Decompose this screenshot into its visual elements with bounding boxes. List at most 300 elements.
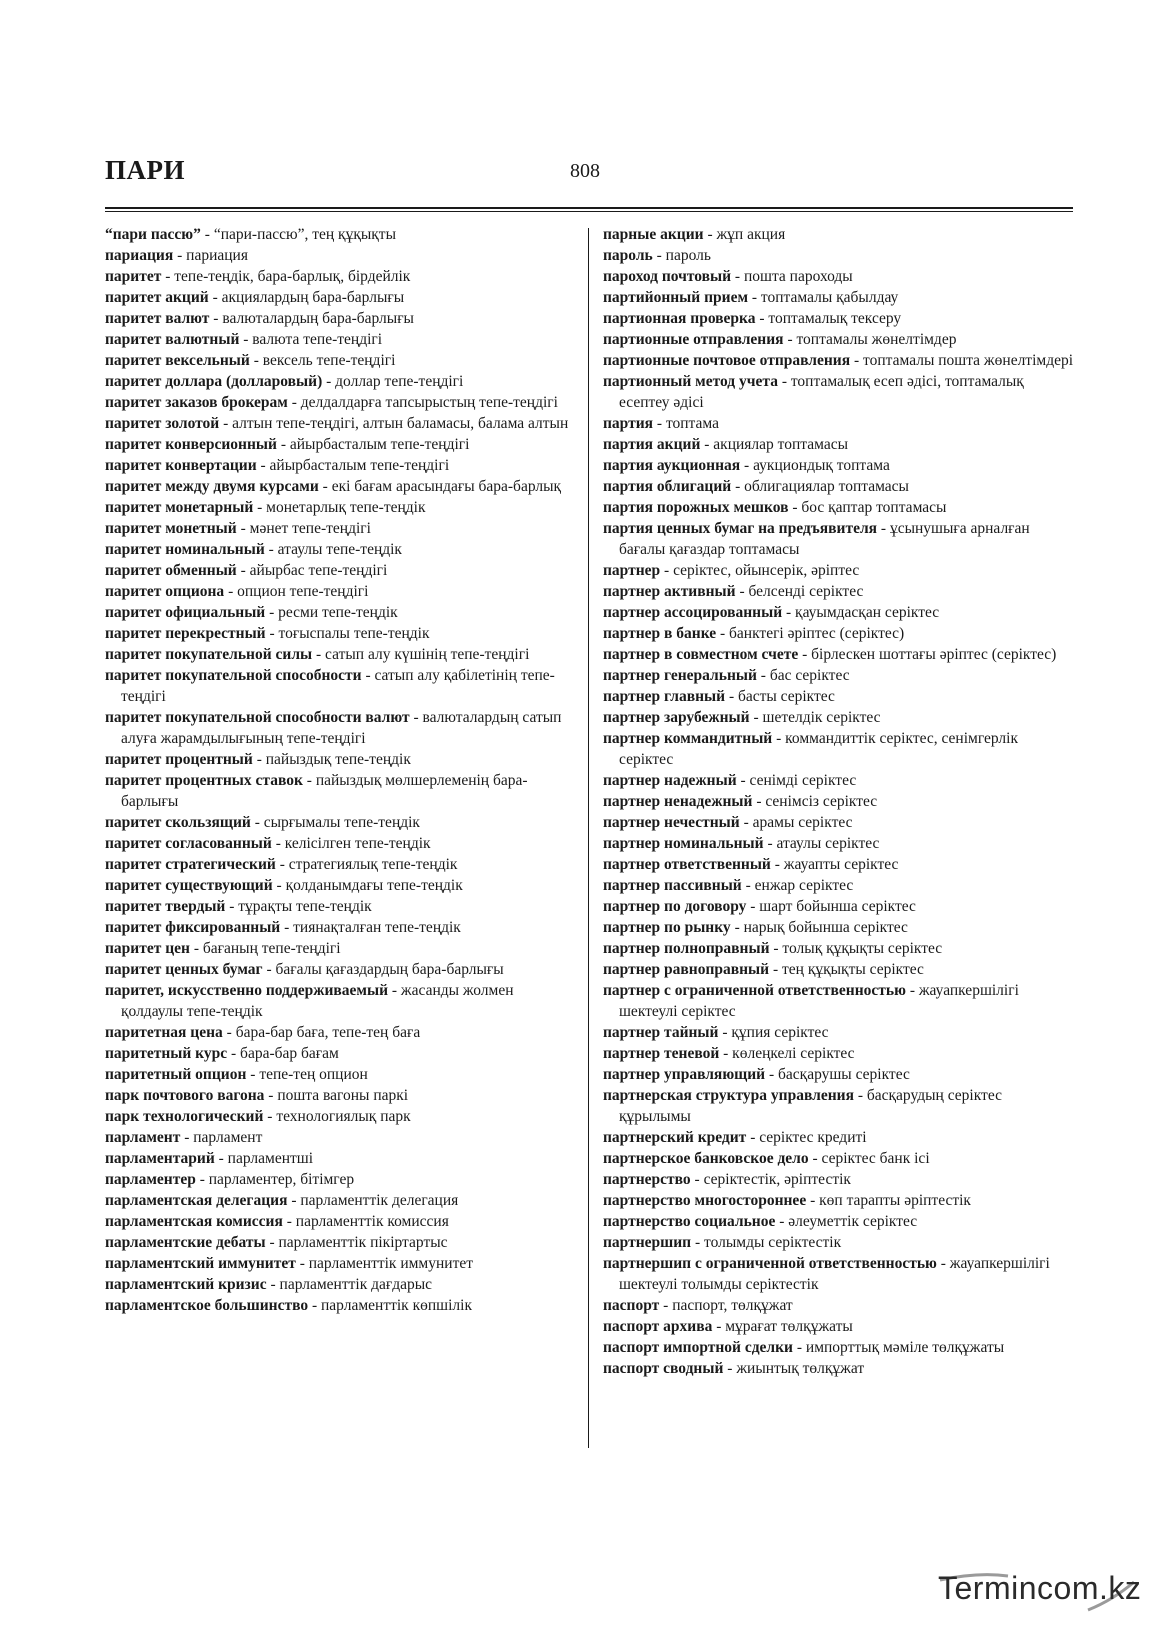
- dictionary-entry: [603, 644, 1073, 665]
- entry-definition: - басқарудың серіктес құрылымы: [619, 1087, 1002, 1125]
- dictionary-entry: [105, 413, 575, 434]
- entry-term: парламентское большинство: [105, 1297, 309, 1314]
- entry-term: парламентская комиссия: [105, 1213, 283, 1230]
- dictionary-entry: [105, 1127, 575, 1148]
- dictionary-entry: [603, 350, 1073, 371]
- dictionary-entry: [105, 371, 575, 392]
- entry-term: партнер полноправный: [603, 940, 770, 957]
- entry-definition: - парламентер, бітімгер: [195, 1171, 355, 1188]
- entry-definition: - тұрақты тепе-теңдік: [225, 898, 372, 915]
- dictionary-entry: [105, 980, 575, 1022]
- entry-term: партнершип с ограниченной ответственностью: [603, 1255, 937, 1272]
- dictionary-entry: [105, 896, 575, 917]
- dictionary-entry: [603, 1043, 1073, 1064]
- entry-term: паритет официальный: [105, 604, 266, 621]
- entry-term: партнер в банке: [603, 625, 717, 642]
- dictionary-entry: [603, 560, 1073, 581]
- entry-term: парные акции: [603, 226, 704, 243]
- entry-term: паритет конверсионный: [105, 436, 277, 453]
- dictionary-entry: [105, 1043, 575, 1064]
- dictionary-entry: [603, 1316, 1073, 1337]
- entry-definition: - пайыздық тепе-теңдік: [252, 751, 411, 768]
- dictionary-entry: [603, 1169, 1073, 1190]
- dictionary-entry: [603, 959, 1073, 980]
- dictionary-entry: [105, 833, 575, 854]
- entry-term: партнер по рынку: [603, 919, 731, 936]
- entry-term: паритет процентных ставок: [105, 772, 303, 789]
- dictionary-entry: [603, 833, 1073, 854]
- entry-term: партнер с ограниченной ответственностью: [603, 982, 906, 999]
- entry-definition: - пошта пароходы: [731, 268, 853, 285]
- dictionary-entry: [603, 1232, 1073, 1253]
- dictionary-entry: [603, 665, 1073, 686]
- dictionary-entry: [105, 518, 575, 539]
- dictionary-entry: [105, 1295, 575, 1316]
- dictionary-entry: [105, 581, 575, 602]
- running-head-word: ПАРИ: [105, 155, 185, 185]
- entry-term: париация: [105, 247, 174, 264]
- dictionary-entry: [105, 1022, 575, 1043]
- dictionary-entry: [603, 1337, 1073, 1358]
- dictionary-entry: [105, 875, 575, 896]
- entry-definition: - топтама: [653, 415, 719, 432]
- entry-definition: - нарық бойынша серіктес: [730, 919, 908, 936]
- entry-definition: - жауапкершілігі шектеулі серіктес: [619, 982, 1019, 1020]
- entry-definition: - әлеуметтік серіктес: [775, 1213, 918, 1230]
- entry-definition: - тепе-тең опцион: [246, 1066, 368, 1083]
- entry-definition: - мәнет тепе-теңдігі: [236, 520, 371, 537]
- dictionary-entry: [105, 308, 575, 329]
- dictionary-entry: [105, 224, 575, 245]
- entry-definition: - бара-бар баға, тепе-тең баға: [222, 1024, 421, 1041]
- entry-term: паритетная цена: [105, 1024, 223, 1041]
- dictionary-entry: [105, 1085, 575, 1106]
- entry-definition: - топтамалы қабылдау: [748, 289, 899, 306]
- entry-term: партионные отправления: [603, 331, 784, 348]
- entry-term: парламентер: [105, 1171, 196, 1188]
- dictionary-entry: [105, 434, 575, 455]
- dictionary-entry: [603, 917, 1073, 938]
- entry-definition: - атаулы серіктес: [763, 835, 880, 852]
- entry-definition: - тең құқықты серіктес: [769, 961, 924, 978]
- entry-definition: - мұрағат төлқұжаты: [712, 1318, 853, 1335]
- entry-term: паритет номинальный: [105, 541, 265, 558]
- entry-definition: - “пари-пассю”, тең құқықты: [200, 226, 396, 243]
- entry-term: партнерство: [603, 1171, 691, 1188]
- entry-definition: - айырбасталым тепе-теңдігі: [256, 457, 450, 474]
- dictionary-entry: [105, 266, 575, 287]
- page-number: 808: [570, 160, 600, 182]
- dictionary-entry: [603, 791, 1073, 812]
- entry-definition: - серіктестік, әріптестік: [690, 1171, 851, 1188]
- left-column: [105, 224, 575, 1316]
- entry-term: паритет скользящий: [105, 814, 251, 831]
- dictionary-entry: [603, 1064, 1073, 1085]
- dictionary-entry: [105, 665, 575, 707]
- dictionary-entry: [105, 602, 575, 623]
- dictionary-entry: [603, 686, 1073, 707]
- entry-term: паритет вексельный: [105, 352, 250, 369]
- dictionary-entry: [603, 329, 1073, 350]
- entry-definition: - пошта вагоны паркі: [264, 1087, 409, 1104]
- entry-term: паритет согласованный: [105, 835, 272, 852]
- entry-definition: - қолданымдағы тепе-теңдік: [272, 877, 463, 894]
- entry-term: партнер номинальный: [603, 835, 764, 852]
- dictionary-entry: [603, 1085, 1073, 1127]
- entry-definition: - пароль: [652, 247, 711, 264]
- dictionary-entry: [603, 602, 1073, 623]
- dictionary-entry: [105, 1253, 575, 1274]
- dictionary-entry: [105, 1232, 575, 1253]
- entry-term: партнерский кредит: [603, 1129, 747, 1146]
- entry-definition: - жасанды жолмен қолдаулы тепе-теңдік: [121, 982, 514, 1020]
- entry-term: паритет фиксированный: [105, 919, 281, 936]
- dictionary-entry: [603, 875, 1073, 896]
- entry-term: партнер активный: [603, 583, 736, 600]
- entry-term: паритет между двумя курсами: [105, 478, 319, 495]
- entry-term: парламентарий: [105, 1150, 215, 1167]
- entry-definition: - парламент: [180, 1129, 263, 1146]
- entry-term: паритет существующий: [105, 877, 273, 894]
- entry-term: паритет акций: [105, 289, 209, 306]
- entry-term: партнер ненадежный: [603, 793, 753, 810]
- entry-definition: - басқарушы серіктес: [765, 1066, 910, 1083]
- dictionary-entry: [603, 770, 1073, 791]
- entry-term: паритет стратегический: [105, 856, 276, 873]
- entry-term: паритет цен: [105, 940, 190, 957]
- entry-term: паспорт: [603, 1297, 660, 1314]
- dictionary-entry: [105, 1211, 575, 1232]
- entry-definition: - белсенді серіктес: [735, 583, 864, 600]
- dictionary-entry: [603, 728, 1073, 770]
- entry-term: паритет валют: [105, 310, 210, 327]
- entry-term: партнер равноправный: [603, 961, 770, 978]
- entry-definition: - аукциондық топтама: [740, 457, 890, 474]
- dictionary-entry: [105, 539, 575, 560]
- dictionary-entry: [105, 770, 575, 812]
- entry-term: паритет заказов брокерам: [105, 394, 288, 411]
- entry-term: парк технологический: [105, 1108, 264, 1125]
- entry-definition: - парламенттік пікіртартыс: [265, 1234, 448, 1251]
- entry-definition: - серіктес банк ісі: [808, 1150, 930, 1167]
- entry-definition: - доллар тепе-теңдігі: [322, 373, 464, 390]
- dictionary-entry: [105, 287, 575, 308]
- entry-definition: - сенімді серіктес: [736, 772, 857, 789]
- entry-definition: - валюта тепе-теңдігі: [239, 331, 383, 348]
- dictionary-entry: [603, 1211, 1073, 1232]
- dictionary-entry: [603, 581, 1073, 602]
- dictionary-entry: [105, 560, 575, 581]
- entry-definition: - бас серіктес: [756, 667, 850, 684]
- entry-term: партия облигаций: [603, 478, 732, 495]
- dictionary-entry: [603, 896, 1073, 917]
- dictionary-entry: [105, 1106, 575, 1127]
- entry-definition: - қауымдасқан серіктес: [782, 604, 940, 621]
- entry-term: паритет покупательной способности: [105, 667, 362, 684]
- termincom-logo: [938, 1570, 1143, 1620]
- entry-definition: - тепе-теңдік, бара-барлық, бірдейлік: [161, 268, 411, 285]
- entry-definition: - толық құқықты серіктес: [769, 940, 943, 957]
- dictionary-entry: [105, 959, 575, 980]
- entry-definition: - сатып алу қабілетінің тепе-теңдігі: [121, 667, 555, 705]
- entry-definition: - импорттық мәміле төлқұжаты: [793, 1339, 1005, 1356]
- entry-term: партнер управляющий: [603, 1066, 766, 1083]
- dictionary-entry: [603, 1358, 1073, 1379]
- entry-term: паритетный курс: [105, 1045, 228, 1062]
- entry-definition: - сырғымалы тепе-теңдік: [250, 814, 420, 831]
- dictionary-entry: [603, 245, 1073, 266]
- entry-term: паритет монетный: [105, 520, 237, 537]
- entry-term: партнер по договору: [603, 898, 747, 915]
- dictionary-entry: [603, 707, 1073, 728]
- dictionary-entry: [105, 455, 575, 476]
- dictionary-entry: [105, 749, 575, 770]
- entry-definition: - бара-бар бағам: [227, 1045, 339, 1062]
- dictionary-entry: [105, 644, 575, 665]
- dictionary-entry: [603, 1190, 1073, 1211]
- entry-term: партнерская структура управления: [603, 1087, 854, 1104]
- entry-definition: - паспорт, төлқұжат: [659, 1297, 793, 1314]
- header-rule-thin: [105, 211, 1073, 212]
- entry-definition: - көлеңкелі серіктес: [719, 1045, 855, 1062]
- entry-definition: - ұсынушыға арналған бағалы қағаздар топтамасы: [619, 520, 1030, 558]
- entry-term: партнер коммандитный: [603, 730, 773, 747]
- entry-definition: - топтамалық тексеру: [755, 310, 902, 327]
- entry-definition: - топтамалы пошта жөнелтімдері: [850, 352, 1074, 369]
- dictionary-entry: [105, 707, 575, 749]
- entry-definition: - басты серіктес: [725, 688, 835, 705]
- entry-definition: - құпия серіктес: [718, 1024, 829, 1041]
- header-rule-thick: [105, 207, 1073, 209]
- entry-definition: - серіктес кредиті: [746, 1129, 867, 1146]
- entry-term: парламентский иммунитет: [105, 1255, 296, 1272]
- dictionary-entry: [603, 476, 1073, 497]
- entry-term: партия акций: [603, 436, 701, 453]
- dictionary-entry: [105, 938, 575, 959]
- entry-term: паритет покупательной силы: [105, 646, 313, 663]
- entry-definition: - облигациялар топтамасы: [731, 478, 909, 495]
- entry-term: паритет процентный: [105, 751, 253, 768]
- entry-term: партия ценных бумаг на предъявителя: [603, 520, 878, 537]
- dictionary-entry: [105, 812, 575, 833]
- dictionary-entry: [603, 1022, 1073, 1043]
- entry-definition: - парламенттік комиссия: [282, 1213, 449, 1230]
- dictionary-entry: [603, 413, 1073, 434]
- dictionary-entry: [105, 854, 575, 875]
- entry-definition: - коммандиттік серіктес, сенімгерлік серіктес: [619, 730, 1018, 768]
- entry-definition: - енжар серіктес: [741, 877, 854, 894]
- entry-term: партнерство социальное: [603, 1213, 776, 1230]
- dictionary-entry: [105, 917, 575, 938]
- entry-definition: - толымды серіктестік: [691, 1234, 842, 1251]
- entry-term: партия аукционная: [603, 457, 741, 474]
- entry-definition: - сатып алу күшінің тепе-теңдігі: [312, 646, 530, 663]
- right-column: [603, 224, 1073, 1379]
- entry-term: паритет монетарный: [105, 499, 254, 516]
- entry-term: паритет доллара (долларовый): [105, 373, 323, 390]
- dictionary-entry: [105, 329, 575, 350]
- entry-term: партнерство многостороннее: [603, 1192, 807, 1209]
- dictionary-entry: [105, 623, 575, 644]
- entry-term: парламентский кризис: [105, 1276, 267, 1293]
- entry-definition: - пайыздық мөлшерлеменің бара-барлығы: [121, 772, 528, 810]
- entry-definition: - валюталардың сатып алуға жарамдылығының тепе-теңдігі: [121, 709, 562, 747]
- dictionary-entry: [105, 245, 575, 266]
- entry-term: пароход почтовый: [603, 268, 732, 285]
- entry-term: “пари пассю”: [105, 226, 201, 243]
- entry-term: паспорт сводный: [603, 1360, 724, 1377]
- entry-definition: - тиянақталған тепе-теңдік: [280, 919, 461, 936]
- entry-definition: - опцион тепе-теңдігі: [224, 583, 369, 600]
- entry-term: партнер ассоцированный: [603, 604, 783, 621]
- entry-term: партнер главный: [603, 688, 726, 705]
- dictionary-entry: [603, 287, 1073, 308]
- entry-definition: - көп тарапты әріптестік: [806, 1192, 971, 1209]
- entry-term: парламентские дебаты: [105, 1234, 266, 1251]
- entry-definition: - топтамалық есеп әдісі, топтамалық есептеу әдісі: [619, 373, 1024, 411]
- entry-term: паритет золотой: [105, 415, 220, 432]
- entry-definition: - делдалдарға тапсырыстың тепе-теңдігі: [287, 394, 558, 411]
- entry-definition: - парламенттік делегация: [287, 1192, 459, 1209]
- entry-term: партионный метод учета: [603, 373, 778, 390]
- entry-definition: - жиынтық төлқұжат: [723, 1360, 865, 1377]
- dictionary-entry: [603, 518, 1073, 560]
- entry-definition: - шетелдік серіктес: [749, 709, 881, 726]
- entry-term: парламент: [105, 1129, 181, 1146]
- entry-term: партнер нечестный: [603, 814, 740, 831]
- entry-definition: - бағалы қағаздардың бара-барлығы: [262, 961, 504, 978]
- dictionary-entry: [603, 308, 1073, 329]
- dictionary-entry: [603, 434, 1073, 455]
- entry-term: паритет опциона: [105, 583, 225, 600]
- dictionary-entry: [105, 497, 575, 518]
- entry-definition: - бағаның тепе-теңдігі: [189, 940, 341, 957]
- entry-term: партия: [603, 415, 654, 432]
- entry-term: партия порожных мешков: [603, 499, 789, 516]
- entry-term: партнерское банковское дело: [603, 1150, 809, 1167]
- entry-term: партионная проверка: [603, 310, 756, 327]
- dictionary-entry: [105, 1274, 575, 1295]
- entry-term: партнершип: [603, 1234, 692, 1251]
- entry-definition: - тоғыспалы тепе-теңдік: [265, 625, 430, 642]
- dictionary-entry: [603, 980, 1073, 1022]
- entry-term: паритет валютный: [105, 331, 240, 348]
- entry-term: паритет твердый: [105, 898, 226, 915]
- entry-definition: - жауапты серіктес: [770, 856, 899, 873]
- entry-definition: - шарт бойынша серіктес: [746, 898, 916, 915]
- dictionary-entry: [603, 623, 1073, 644]
- dictionary-entry: [603, 854, 1073, 875]
- dictionary-entry: [105, 1190, 575, 1211]
- entry-term: партийонный прием: [603, 289, 749, 306]
- entry-term: паритет ценных бумаг: [105, 961, 263, 978]
- entry-definition: - екі бағам арасындағы бара-барлық: [318, 478, 562, 495]
- entry-term: партнер ответственный: [603, 856, 771, 873]
- entry-definition: - алтын тепе-теңдігі, алтын баламасы, балама алтын: [219, 415, 569, 432]
- dictionary-entry: [105, 476, 575, 497]
- entry-term: пароль: [603, 247, 653, 264]
- entry-definition: - бірлескен шоттағы әріптес (серіктес): [798, 646, 1057, 663]
- entry-definition: - акциялардың бара-барлығы: [208, 289, 405, 306]
- entry-definition: - айырбас тепе-теңдігі: [236, 562, 388, 579]
- entry-definition: - топтамалы жөнелтімдер: [783, 331, 957, 348]
- entry-definition: - парламенттік көпшілік: [308, 1297, 472, 1314]
- dictionary-entry: [603, 371, 1073, 413]
- entry-term: паспорт архива: [603, 1318, 713, 1335]
- logo-text: Termincom.kz: [938, 1570, 1142, 1606]
- entry-term: парк почтового вагона: [105, 1087, 265, 1104]
- entry-definition: - парламенттік дағдарыс: [266, 1276, 433, 1293]
- entry-definition: - парламентші: [214, 1150, 314, 1167]
- column-divider: [588, 228, 589, 1448]
- entry-definition: - вексель тепе-теңдігі: [249, 352, 396, 369]
- entry-term: партнер теневой: [603, 1045, 720, 1062]
- entry-term: паритет, искусственно поддерживаемый: [105, 982, 389, 999]
- entry-term: паритет: [105, 268, 162, 285]
- dictionary-entry: [603, 455, 1073, 476]
- entry-definition: - технологиялық парк: [263, 1108, 411, 1125]
- entry-term: паритет перекрестный: [105, 625, 266, 642]
- dictionary-entry: [105, 350, 575, 371]
- entry-definition: - ресми тепе-теңдік: [265, 604, 398, 621]
- entry-definition: - монетарлық тепе-теңдік: [253, 499, 426, 516]
- entry-definition: - акциялар топтамасы: [700, 436, 848, 453]
- entry-definition: - айырбасталым тепе-теңдігі: [276, 436, 470, 453]
- dictionary-entry: [603, 224, 1073, 245]
- entry-definition: - келісілген тепе-теңдік: [271, 835, 431, 852]
- entry-definition: - арамы серіктес: [739, 814, 853, 831]
- dictionary-entry: [603, 1295, 1073, 1316]
- entry-term: паритетный опцион: [105, 1066, 247, 1083]
- dictionary-entry: [603, 1127, 1073, 1148]
- entry-term: партнер: [603, 562, 661, 579]
- entry-term: партнер генеральный: [603, 667, 757, 684]
- dictionary-entry: [603, 1148, 1073, 1169]
- dictionary-entry: [105, 1148, 575, 1169]
- entry-definition: - париация: [173, 247, 248, 264]
- entry-term: партнер в совместном счете: [603, 646, 799, 663]
- dictionary-entry: [603, 497, 1073, 518]
- entry-term: парламентская делегация: [105, 1192, 288, 1209]
- entry-term: партнер пассивный: [603, 877, 742, 894]
- entry-term: паритет покупательной способности валют: [105, 709, 410, 726]
- dictionary-entry: [105, 1064, 575, 1085]
- entry-definition: - сенімсіз серіктес: [752, 793, 878, 810]
- dictionary-entry: [105, 1169, 575, 1190]
- dictionary-entry: [603, 812, 1073, 833]
- entry-definition: - банктегі әріптес (серіктес): [716, 625, 905, 642]
- entry-definition: - жауапкершілігі шектеулі толымды серіктестік: [619, 1255, 1050, 1293]
- entry-definition: - жұп акция: [703, 226, 786, 243]
- entry-term: партнер надежный: [603, 772, 737, 789]
- entry-term: паритет конвертации: [105, 457, 257, 474]
- entry-term: паритет обменный: [105, 562, 237, 579]
- dictionary-entry: [603, 1253, 1073, 1295]
- entry-definition: - атаулы тепе-теңдік: [264, 541, 402, 558]
- entry-term: партионные почтовое отправления: [603, 352, 851, 369]
- dictionary-entry: [105, 392, 575, 413]
- dictionary-entry: [603, 938, 1073, 959]
- dictionary-entry: [603, 266, 1073, 287]
- entry-term: партнер зарубежный: [603, 709, 750, 726]
- entry-definition: - бос қаптар топтамасы: [788, 499, 947, 516]
- entry-term: паспорт импортной сделки: [603, 1339, 793, 1356]
- entry-definition: - стратегиялық тепе-теңдік: [275, 856, 458, 873]
- entry-definition: - валюталардың бара-барлығы: [209, 310, 414, 327]
- entry-definition: - парламенттік иммунитет: [295, 1255, 474, 1272]
- entry-term: партнер тайный: [603, 1024, 719, 1041]
- entry-definition: - серіктес, ойынсерік, әріптес: [660, 562, 860, 579]
